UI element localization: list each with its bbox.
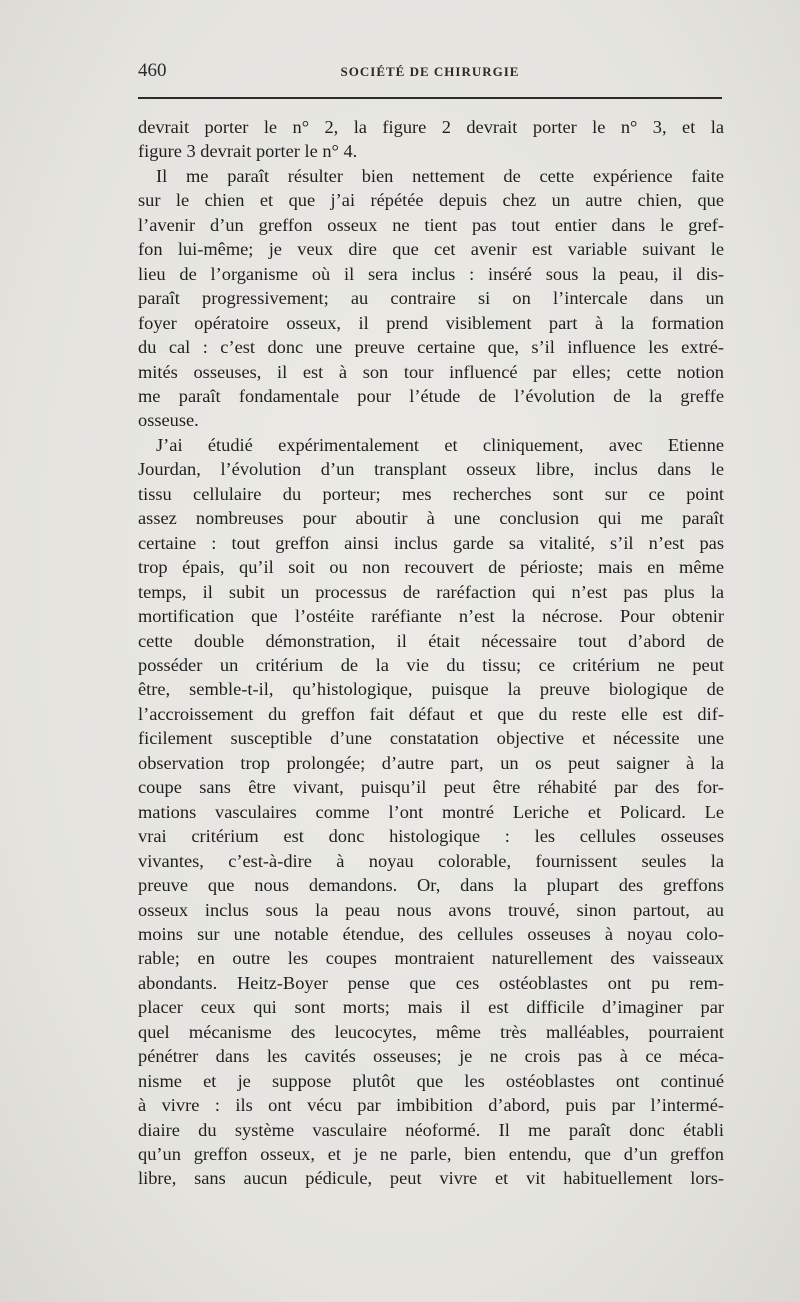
text-line: nisme et je suppose plutôt que les ostéoblastes ont continué	[138, 1070, 724, 1091]
text-line: vivantes, c’est-à-dire à noyau colorable, fournissent seules la	[138, 850, 724, 871]
text-line: abondants. Heitz-Boyer pense que ces ostéoblastes ont pu rem-	[138, 972, 724, 993]
text-line: trop épais, qu’il soit ou non recouvert de périoste; mais en même	[138, 557, 724, 578]
text-line: cette double démonstration, il était nécessaire tout d’abord de	[138, 630, 724, 651]
text-line: placer ceux qui sont morts; mais il est difficile d’imaginer par	[138, 997, 724, 1018]
text-line: du cal : c’est donc une preuve certaine que, s’il influence les extré-	[138, 337, 724, 358]
text-line: mortification que l’ostéite raréfiante n’est la nécrose. Pour obtenir	[138, 606, 724, 627]
text-line: Il me paraît résulter bien nettement de cette expérience faite	[156, 165, 724, 186]
text-line: temps, il subit un processus de raréfaction qui n’est pas plus la	[138, 581, 724, 602]
text-line: mités osseuses, il est à son tour influencé par elles; cette notion	[138, 361, 724, 382]
text-line: J’ai étudié expérimentalement et cliniquement, avec Etienne	[156, 434, 724, 455]
text-line: moins sur une notable étendue, des cellules osseuses à noyau colo-	[138, 923, 724, 944]
text-line: mations vasculaires comme l’ont montré Leriche et Policard. Le	[138, 801, 724, 822]
header-rule	[138, 97, 722, 99]
text-line: fon lui-même; je veux dire que cet avenir est variable suivant le	[138, 239, 724, 260]
page-number: 460	[138, 60, 167, 81]
text-line: qu’un greffon osseux, et je ne parle, bien entendu, que d’un greffon	[138, 1144, 724, 1165]
text-line: paraît progressivement; au contraire si on l’intercale dans un	[138, 288, 724, 309]
text-line: assez nombreuses pour aboutir à une conclusion qui me paraît	[138, 508, 724, 529]
text-line: posséder un critérium de la vie du tissu; ce critérium ne peut	[138, 654, 724, 675]
text-line: libre, sans aucun pédicule, peut vivre et vit habituellement lors-	[138, 1168, 724, 1189]
text-line: diaire du système vasculaire néoformé. Il me paraît donc établi	[138, 1119, 724, 1140]
text-line: me paraît fondamentale pour l’étude de l’évolution de la greffe	[138, 385, 724, 406]
text-line: pénétrer dans les cavités osseuses; je ne crois pas à ce méca-	[138, 1046, 724, 1067]
paragraph	[138, 115, 724, 164]
running-title: SOCIÉTÉ DE CHIRURGIE	[340, 64, 520, 79]
text-line: vrai critérium est donc histologique : les cellules osseuses	[138, 826, 724, 847]
text-line: figure 3 devrait porter le n° 4.	[138, 141, 358, 162]
text-line: l’accroissement du greffon fait défaut et que du reste elle est dif-	[138, 703, 724, 724]
text-line: observation trop prolongée; d’autre part, un os peut saigner à la	[138, 752, 724, 773]
text-line: certaine : tout greffon ainsi inclus garde sa vitalité, s’il n’est pas	[138, 532, 724, 553]
text-line: l’avenir d’un greffon osseux ne tient pas tout entier dans le gref-	[138, 214, 724, 235]
text-line: à vivre : ils ont vécu par imbibition d’abord, puis par l’intermé-	[138, 1095, 724, 1116]
text-line: sur le chien et que j’ai répétée depuis chez un autre chien, que	[138, 190, 724, 211]
text-line: Jourdan, l’évolution d’un transplant osseux libre, inclus dans le	[138, 459, 724, 480]
text-line: ficilement susceptible d’une constatation objective et nécessite une	[138, 728, 724, 749]
text-line: preuve que nous demandons. Or, dans la plupart des greffons	[138, 875, 724, 896]
text-line: être, semble-t-il, qu’histologique, puisque la preuve biologique de	[138, 679, 724, 700]
text-line: coupe sans être vivant, puisqu’il peut être réhabité par des for-	[138, 777, 724, 798]
text-line: rable; en outre les coupes montraient naturellement des vaisseaux	[138, 948, 724, 969]
text-line: tissu cellulaire du porteur; mes recherches sont sur ce point	[138, 483, 724, 504]
page-header	[138, 60, 722, 84]
paragraph	[138, 164, 724, 433]
text-line: devrait porter le n° 2, la figure 2 devrait porter le n° 3, et la	[138, 117, 724, 137]
body-text	[138, 115, 724, 1191]
paragraph	[138, 433, 724, 1191]
text-line: foyer opératoire osseux, il prend visiblement part à la formation	[138, 312, 724, 333]
text-line: osseux inclus sous la peau nous avons trouvé, sinon partout, au	[138, 899, 724, 920]
text-line: lieu de l’organisme où il sera inclus : inséré sous la peau, il dis-	[138, 263, 724, 284]
text-line: quel mécanisme des leucocytes, même très malléables, pourraient	[138, 1021, 724, 1042]
text-line: osseuse.	[138, 410, 199, 431]
